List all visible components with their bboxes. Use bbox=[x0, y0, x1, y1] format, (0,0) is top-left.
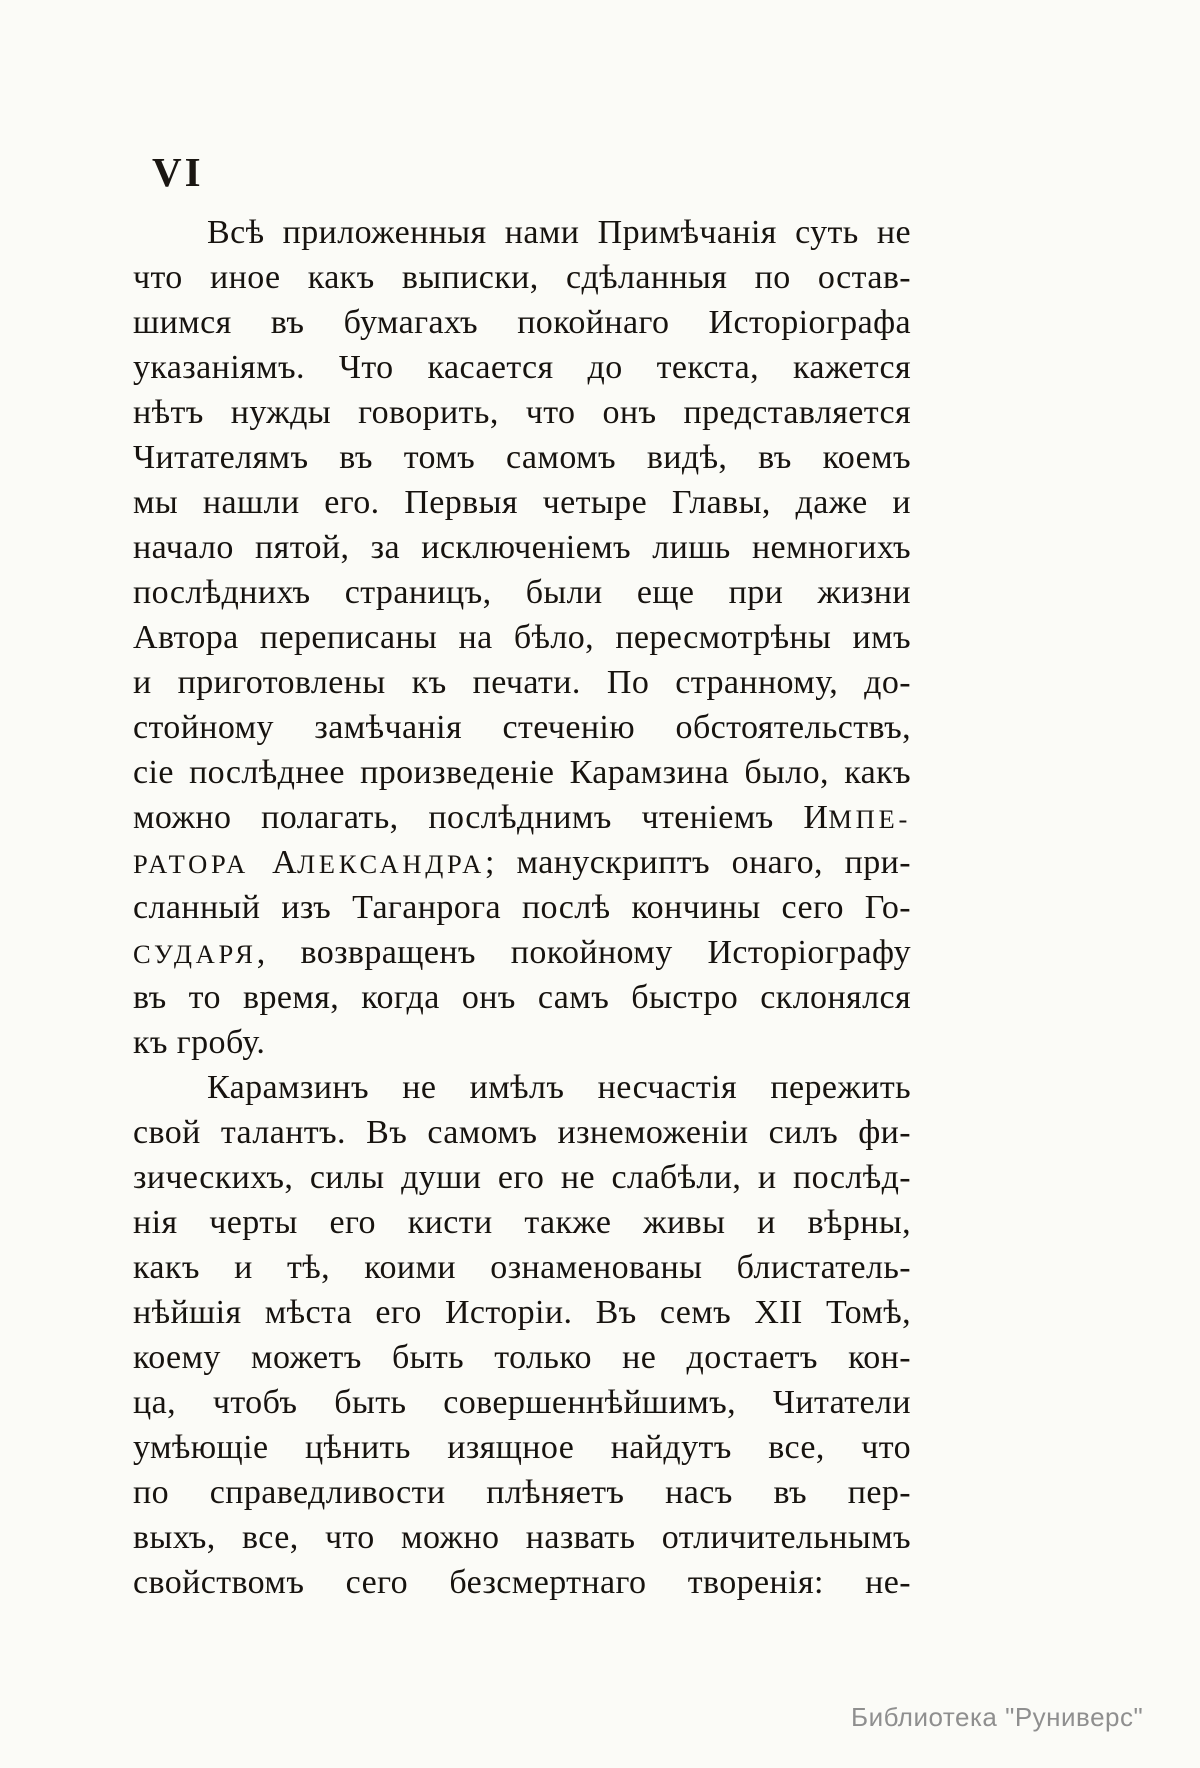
text-line: сланный изъ Таганрога послѣ кончины сего Го- bbox=[133, 889, 911, 926]
smallcaps-segment: СУДАРЯ bbox=[133, 939, 257, 969]
text-segment: И bbox=[803, 799, 829, 836]
library-watermark: Библиотека "Руниверс" bbox=[851, 1702, 1144, 1732]
text-line: нѣйшія мѣста его Исторіи. Въ семъ XII Томѣ, bbox=[133, 1294, 911, 1331]
text-line: сіе послѣднее произведеніе Карамзина было, какъ bbox=[133, 754, 911, 791]
smallcaps-segment: МПЕ- bbox=[828, 804, 911, 834]
text-line: мы нашли его. Первыя четыре Главы, даже и bbox=[133, 484, 911, 521]
text-line: Автора переписаны на бѣло, пересмотрѣны имъ bbox=[133, 619, 911, 656]
text-segment: А bbox=[272, 844, 298, 881]
text-line: шимся въ бумагахъ покойнаго Исторіографа bbox=[133, 304, 911, 341]
text-line: выхъ, все, что можно назвать отличительнымъ bbox=[133, 1519, 911, 1556]
text-line bbox=[133, 840, 911, 885]
text-line: въ то время, когда онъ самъ быстро склонялся bbox=[133, 979, 911, 1016]
text-line: умѣющіе цѣнить изящное найдутъ все, что bbox=[133, 1429, 911, 1466]
page-number: VI bbox=[152, 149, 204, 195]
text-line: какъ и тѣ, коими ознаменованы блистатель- bbox=[133, 1249, 911, 1286]
text-line bbox=[133, 795, 911, 840]
text-line: зическихъ, силы души его не слабѣли, и послѣд- bbox=[133, 1159, 911, 1196]
text-line: къ гробу. bbox=[133, 1024, 266, 1061]
text-line: стойному замѣчанія стеченію обстоятельствъ, bbox=[133, 709, 911, 746]
text-line: нія черты его кисти также живы и вѣрны, bbox=[133, 1204, 911, 1241]
text-line: нѣтъ нужды говорить, что онъ представляется bbox=[133, 394, 911, 431]
text-line: свой талантъ. Въ самомъ изнеможеніи силъ фи- bbox=[133, 1114, 911, 1151]
text-line: начало пятой, за исключеніемъ лишь немногихъ bbox=[133, 529, 911, 566]
smallcaps-segment: ЛЕКСАНДРА bbox=[297, 849, 485, 879]
paragraph bbox=[133, 1065, 911, 1605]
smallcaps-segment: РАТОРА bbox=[133, 849, 273, 879]
text-line: указаніямъ. Что касается до текста, кажется bbox=[133, 349, 911, 386]
text-segment: можно полагать, послѣднимъ чтеніемъ bbox=[133, 799, 804, 836]
paragraph bbox=[133, 210, 911, 1065]
text-line: по справедливости плѣняетъ насъ въ пер- bbox=[133, 1474, 911, 1511]
text-block bbox=[133, 210, 911, 1605]
text-segment: ; манускриптъ онаго, при- bbox=[484, 844, 911, 881]
text-line: Карамзинъ не имѣлъ несчастія пережить bbox=[207, 1069, 911, 1106]
text-line: послѣднихъ страницъ, были еще при жизни bbox=[133, 574, 911, 611]
text-line: коему можетъ быть только не достаетъ кон- bbox=[133, 1339, 911, 1376]
text-segment: , возвращенъ покойному Исторіографу bbox=[256, 934, 911, 971]
text-line: свойствомъ сего безсмертнаго творенія: не- bbox=[133, 1564, 911, 1601]
text-line: Читателямъ въ томъ самомъ видѣ, въ коемъ bbox=[133, 439, 911, 476]
text-line: что иное какъ выписки, сдѣланныя по остав- bbox=[133, 259, 911, 296]
text-line: ца, чтобъ быть совершеннѣйшимъ, Читатели bbox=[133, 1384, 911, 1421]
text-line bbox=[133, 930, 911, 975]
text-line: и приготовлены къ печати. По странному, до- bbox=[133, 664, 911, 701]
text-line: Всѣ приложенныя нами Примѣчанія суть не bbox=[207, 214, 911, 251]
